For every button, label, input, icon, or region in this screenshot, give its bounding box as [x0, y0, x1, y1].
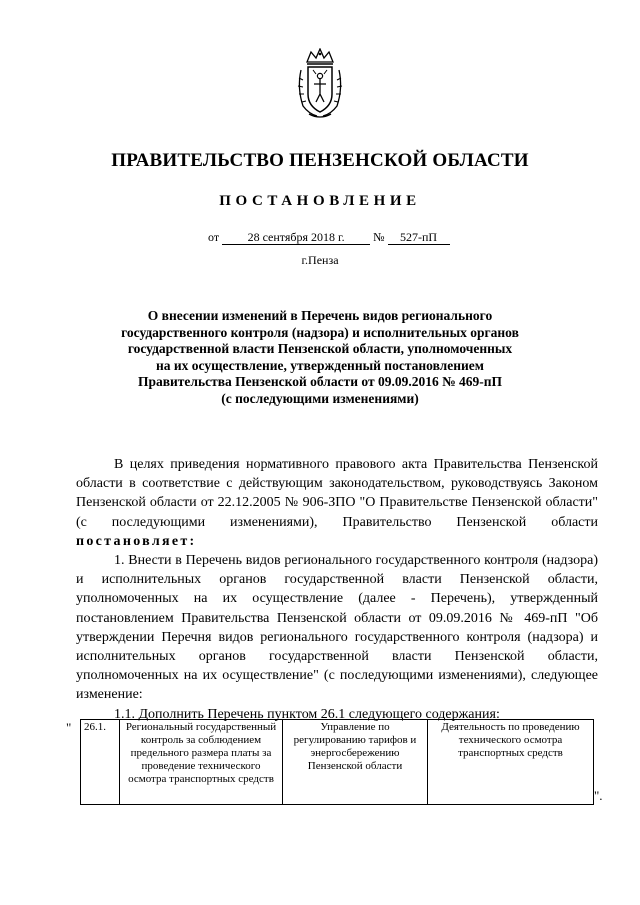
document-body [76, 455, 598, 724]
row-number-cell: 26.1. [81, 720, 120, 805]
government-title: ПРАВИТЕЛЬСТВО ПЕНЗЕНСКОЙ ОБЛАСТИ [111, 150, 529, 171]
subject-line: государственной власти Пензенской области, уполномоченных [127, 341, 513, 356]
date-number-line [208, 230, 450, 245]
document-number: 527-пП [388, 231, 450, 245]
decrees-word: постановляет: [76, 533, 197, 549]
subject-line: (с последующими изменениями) [221, 390, 419, 406]
subject-line: О внесении изменений в Перечень видов регионального [147, 308, 493, 323]
amendment-table [80, 719, 594, 805]
date-prefix: от [208, 230, 220, 244]
authority-cell: Управление по регулированию тарифов и энергосбережению Пензенской области [283, 720, 428, 805]
preamble-text: В целях приведения нормативного правового акта Правительства Пензенской области в соответствие с действующим законодательством, руководствуясь Законом Пензенской области от 22.12.2005 № 906-ЗПО "О Правительстве Пензенской области" (с последующими изменениями), Правительство Пензенской области [76, 457, 598, 530]
coat-of-arms-icon [295, 48, 345, 120]
city: г.Пенза [301, 253, 339, 267]
number-sign: № [373, 230, 385, 244]
table-row [81, 720, 594, 805]
item-1: 1. Внести в Перечень видов регионального государственного контроля (надзора) и исполнительных органов государственной власти Пензенской области, уполномоченных на их осуществление (далее - Перечень), утвержденный постановлением Правительства Пензенской области от 09.09.2016 № 469-пП "Об утверждении Перечня видов регионального государственного контроля (надзора) и исполнительных органов государственной власти Пензенской области, уполномоченных на их осуществление" (с последующими изменениями), следующее изменение: [76, 553, 598, 703]
item-1-1: 1.1. Дополнить Перечень пунктом 26.1 следующего содержания: [114, 706, 500, 722]
open-quote: " [66, 720, 72, 735]
subject-line: государственного контроля (надзора) и исполнительных органов [121, 324, 519, 340]
close-quote: ". [594, 788, 603, 803]
activity-cell: Деятельность по проведению технического осмотра транспортных средств [428, 720, 594, 805]
document-date: 28 сентября 2018 г. [222, 231, 370, 245]
preamble-paragraph [76, 455, 598, 551]
subject-line: Правительства Пензенской области от 09.09.2016 № 469-пП [137, 374, 503, 389]
control-type-cell: Региональный государственный контроль за соблюдением предельного размера платы за проведение технического осмотра транспортных средств [120, 720, 283, 805]
document-type: ПОСТАНОВЛЕНИЕ [219, 193, 421, 209]
subject-line: на их осуществление, утвержденный постановлением [156, 357, 484, 373]
document-subject [100, 308, 540, 407]
